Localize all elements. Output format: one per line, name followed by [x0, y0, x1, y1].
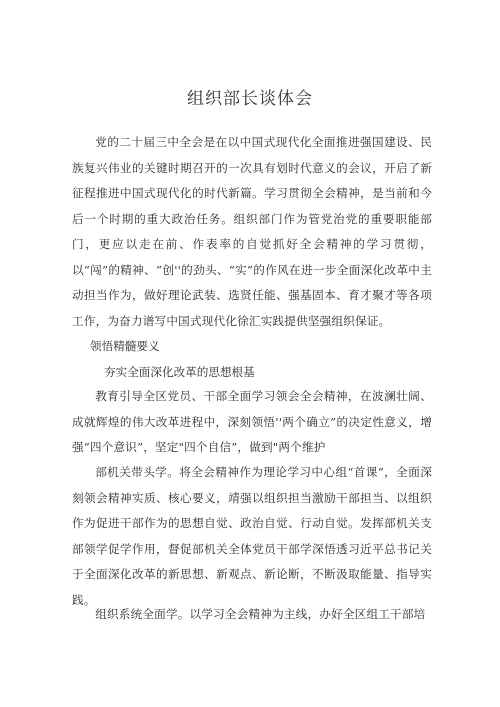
section-heading-1: 领悟精髓要义 [90, 339, 160, 353]
body-paragraph-3: 部机关带头学。将全会精神作为理论学习中心组“首课”，全面深刻领会精神实质、核心要义，靖强以组织担当激励干部担当、以组织作为促进干部作为的思想自觉、政治自觉、行动自觉。发挥部机关支部领学促学作用，督促部机关全体党员干部学深悟透习近平总书记关于全面深化改革的新思想、新观点、新论断，不断汲取能量、指导实践。 [72, 465, 432, 607]
body-paragraph-2: 教育引导全区党员、干部全面学习领会全会精神，在波澜壮阔、成就辉煌的伟大改革进程中，深刻领悟''两个确立”的决定性意义，增强“四个意识”，坚定"四个自信”，做到"两个维护 [72, 389, 432, 454]
intro-paragraph: 党的二十届三中全会是在以中国式现代化全面推进强国建设、民族复兴伟业的关键时期召开的一次具有划时代意义的会议，开启了新征程推进中国式现代化的时代新篇。学习贯彻全会精神，是当前和今后一个时期的重大政治任务。组织部门作为管党治党的重要职能部门，更应以走在前、作表率的自觉抓好全会精神的学习贯彻，以“闯”的精神、“创''的劲头、“实”的作风在进一步全面深化改革中主动担当作为，做好理论武装、选贤任能、强基固本、育才聚才等各项工作，为奋力谱写中国式现代化徐汇实践提供坚强组织保证。 [72, 135, 432, 328]
section-heading-2: 夯实全面深化改革的思想根基 [104, 365, 255, 379]
document-title: 组织部长谈体会 [187, 89, 313, 109]
body-paragraph-4: 组织系统全面学。以学习全会精神为主线，办好全区组工干部培 [95, 607, 426, 621]
